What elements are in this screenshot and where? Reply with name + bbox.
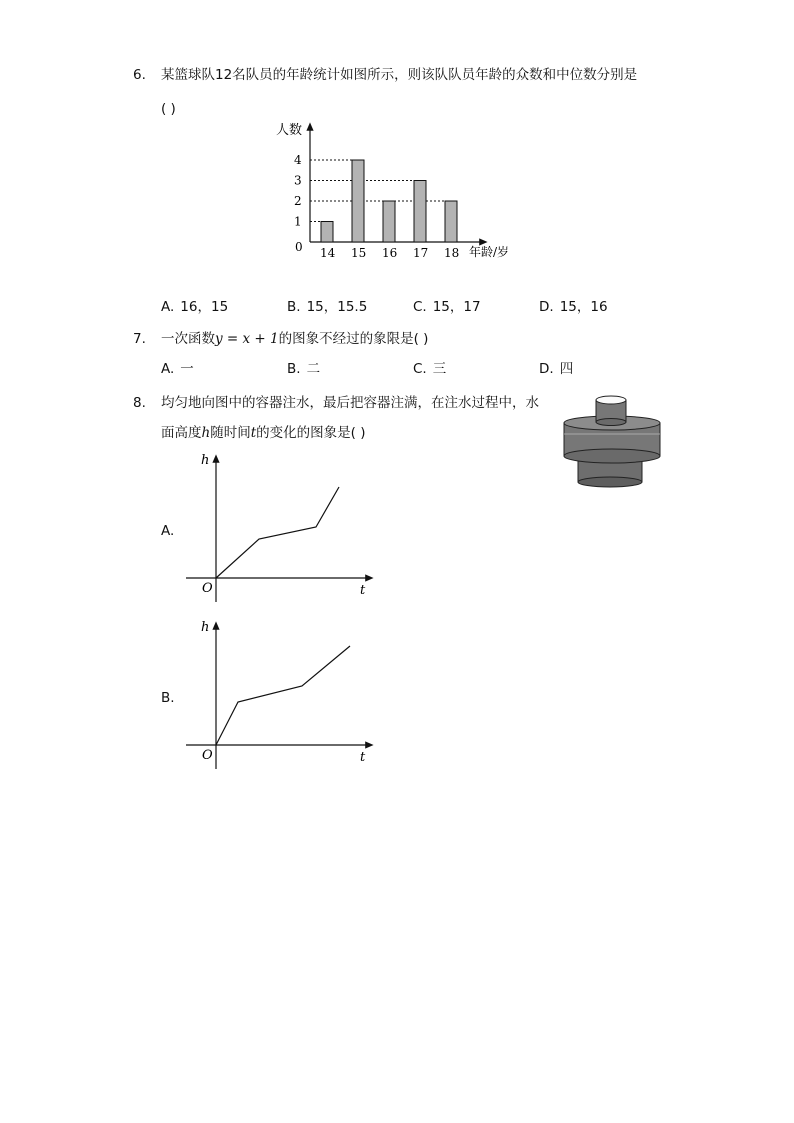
q7-formula: y = x + 1 bbox=[215, 331, 279, 347]
container-illustration bbox=[556, 392, 666, 492]
q6-bar-chart bbox=[262, 118, 532, 268]
bar-18 bbox=[445, 201, 457, 242]
t-axis-label: t bbox=[360, 750, 366, 765]
q6-option-a[interactable] bbox=[161, 298, 228, 316]
q6-answer-blank: ( ) bbox=[161, 101, 176, 117]
option-label: C. bbox=[413, 361, 427, 377]
q6-option-c[interactable] bbox=[413, 298, 481, 316]
q7-option-c[interactable] bbox=[413, 360, 446, 378]
option-text: 15，16 bbox=[559, 299, 608, 315]
q6-stem: 某篮球队12名队员的年龄统计如图所示，则该队队员年龄的众数和中位数分别是 bbox=[161, 67, 638, 83]
q8-number: 8. bbox=[133, 395, 146, 411]
graph-b-line bbox=[216, 646, 350, 745]
chart-ylabel: 人数 bbox=[276, 123, 303, 138]
q8-graph-b bbox=[180, 617, 380, 769]
q7-option-b[interactable] bbox=[287, 360, 320, 378]
h-axis-label: h bbox=[201, 453, 210, 468]
chart-origin-label: 0 bbox=[295, 240, 303, 254]
y-tick-label: 1 bbox=[294, 214, 302, 229]
bar-17 bbox=[414, 181, 426, 243]
y-tick-label: 4 bbox=[294, 153, 302, 167]
x-tick-label: 18 bbox=[444, 246, 460, 260]
q7-text-before: 一次函数 bbox=[161, 331, 215, 347]
q6-option-b[interactable] bbox=[287, 298, 367, 316]
q7-stem bbox=[161, 330, 428, 348]
q7-text-after: 的图象不经过的象限是( ) bbox=[278, 331, 429, 347]
graph-a-line bbox=[216, 487, 339, 578]
x-tick-label: 16 bbox=[382, 246, 398, 260]
q8-var-h: h bbox=[201, 425, 211, 441]
origin-label: O bbox=[202, 581, 213, 596]
option-label: D. bbox=[539, 299, 554, 315]
option-label: A. bbox=[161, 361, 175, 377]
q8-stem-line2 bbox=[161, 424, 365, 442]
option-text: 二 bbox=[306, 361, 321, 377]
q8-var-t: t bbox=[250, 425, 257, 441]
bar-16 bbox=[383, 201, 395, 242]
option-text: 15，15.5 bbox=[306, 299, 368, 315]
option-text: 15，17 bbox=[432, 299, 481, 315]
q8-line2-b: 随时间 bbox=[210, 425, 251, 441]
option-text: 16，15 bbox=[180, 299, 229, 315]
x-tick-label: 14 bbox=[320, 246, 336, 260]
option-text: 四 bbox=[559, 361, 574, 377]
option-label: B. bbox=[287, 361, 301, 377]
q6-number: 6. bbox=[133, 67, 146, 83]
q7-option-d[interactable] bbox=[539, 360, 573, 378]
x-tick-label: 15 bbox=[351, 246, 367, 260]
q6-option-d[interactable] bbox=[539, 298, 608, 316]
q8-line2-c: 的变化的图象是( ) bbox=[256, 425, 366, 441]
t-axis-label: t bbox=[360, 583, 366, 598]
origin-label: O bbox=[202, 748, 213, 763]
q7-option-a[interactable] bbox=[161, 360, 194, 378]
q8-stem-line1: 均匀地向图中的容器注水，最后把容器注满，在注水过程中，水 bbox=[161, 395, 539, 411]
q8-graph-a bbox=[180, 450, 380, 602]
q8-line2-a: 面高度 bbox=[161, 425, 202, 441]
option-label: B. bbox=[287, 299, 301, 315]
option-label: D. bbox=[539, 361, 554, 377]
y-tick-label: 3 bbox=[294, 173, 302, 188]
h-axis-label: h bbox=[201, 620, 210, 635]
bar-15 bbox=[352, 160, 364, 242]
y-tick-label: 2 bbox=[294, 194, 302, 208]
q8-option-b-label[interactable]: B. bbox=[161, 690, 175, 706]
q7-number: 7. bbox=[133, 331, 146, 347]
x-tick-label: 17 bbox=[413, 246, 429, 260]
option-text: 一 bbox=[180, 361, 194, 377]
chart-xlabel: 年龄/岁 bbox=[469, 245, 510, 259]
q8-option-a-label[interactable]: A. bbox=[161, 523, 175, 539]
bar-14 bbox=[321, 222, 333, 243]
option-label: A. bbox=[161, 299, 175, 315]
option-text: 三 bbox=[432, 361, 447, 377]
option-label: C. bbox=[413, 299, 427, 315]
